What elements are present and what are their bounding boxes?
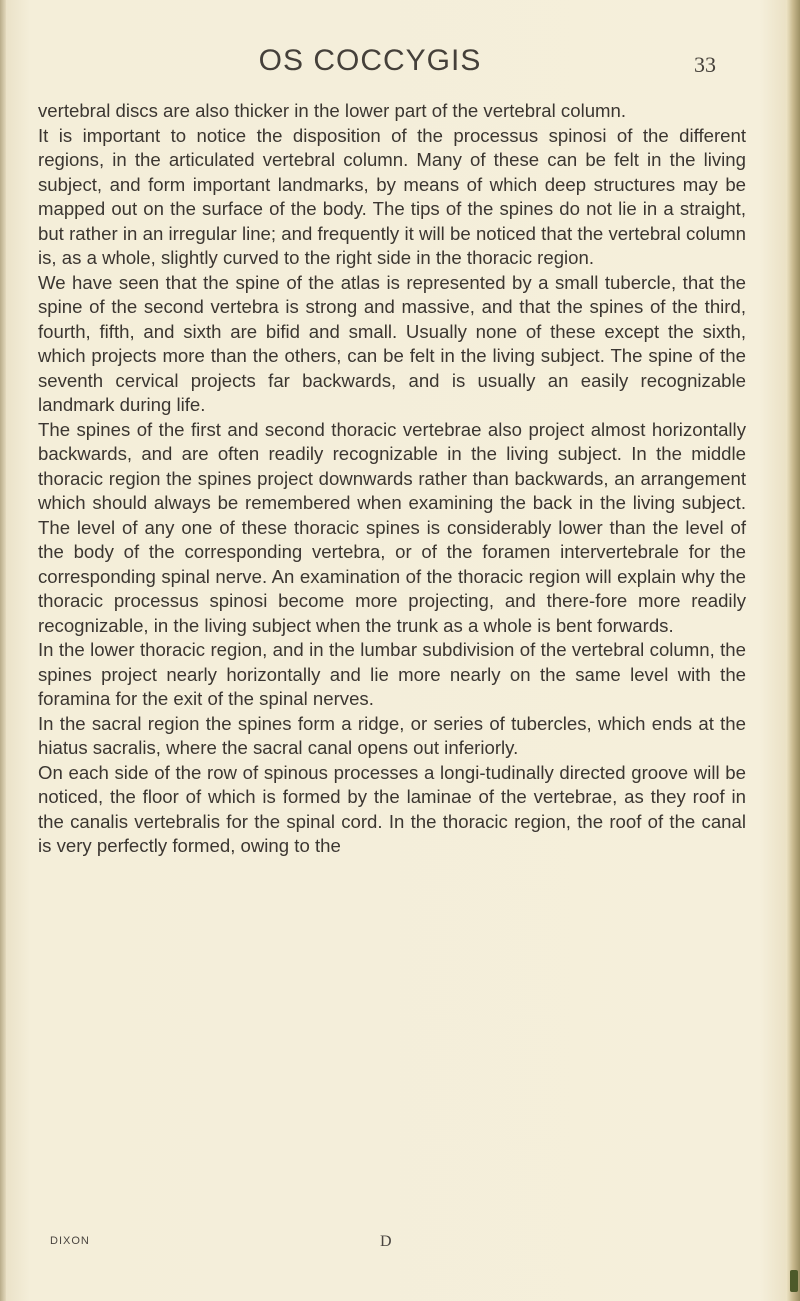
paragraph: vertebral discs are also thicker in the lower part of the vertebral column.	[38, 100, 627, 121]
page-left-edge	[0, 0, 6, 1301]
paragraph: On each side of the row of spinous processes a longi-tudinally directed groove will be noticed, the floor of which is formed by the laminae of the vertebrae, as they roof in the canalis vertebralis for the spinal cord. In the thoracic region, the roof of the canal is very perfectly formed, owing to the	[38, 761, 746, 856]
paragraph: We have seen that the spine of the atlas is represented by a small tubercle, that the spine of the second vertebra is strong and massive, and that the spines of the third, fourth, fifth, and sixth are bifid and small. Usually none of these except the sixth, which projects more than the others, can be felt in the living subject. The spine of the seventh cervical projects far backwards, and is usually an easily recognizable landmark during life.	[38, 271, 746, 415]
page-header	[0, 44, 800, 84]
paragraph: It is important to notice the disposition of the processus spinosi of the different regions, in the articulated vertebral column. Many of these can be felt in the living subject, and form important landmarks, by means of which deep structures may be mapped out on the surface of the body. The tips of the spines do not lie in a straight, but rather in an irregular line; and frequently it will be noticed that the vertebral column is, as a whole, slightly curved to the right side in the thoracic region.	[38, 124, 746, 268]
paragraph: In the sacral region the spines form a ridge, or series of tubercles, which ends at the hiatus sacralis, where the sacral canal opens out inferiorly.	[38, 712, 746, 758]
signature-letter: D	[380, 1233, 392, 1250]
signature-mark: DIXON	[50, 1235, 90, 1247]
paragraph: In the lower thoracic region, and in the lumbar subdivision of the vertebral column, the spines project nearly horizontally and lie more nearly on the same level with the foramina for the exit of the spinal nerves.	[38, 639, 746, 709]
page-footer	[50, 1235, 750, 1255]
page-right-edge	[786, 0, 800, 1301]
page-number: 33	[694, 52, 716, 77]
paragraph: The spines of the first and second thoracic vertebrae also project almost horizontally backwards, and are often readily recognizable in the living subject. In the middle thoracic region the spines project downwards rather than backwards, an arrangement which should always be remembered when examining the back in the living subject. The level of any one of these thoracic spines is considerably lower than the level of the body of the corresponding vertebra, or of the foramen intervertebrale for the corresponding spinal nerve. An examination of the thoracic region will explain why the thoracic processus spinosi become more projecting, and there-fore more readily recognizable, in the living subject when the trunk as a whole is bent forwards.	[38, 418, 746, 636]
running-head: OS COCCYGIS	[258, 44, 482, 77]
body-text	[38, 99, 746, 859]
binding-mark	[790, 1270, 798, 1292]
